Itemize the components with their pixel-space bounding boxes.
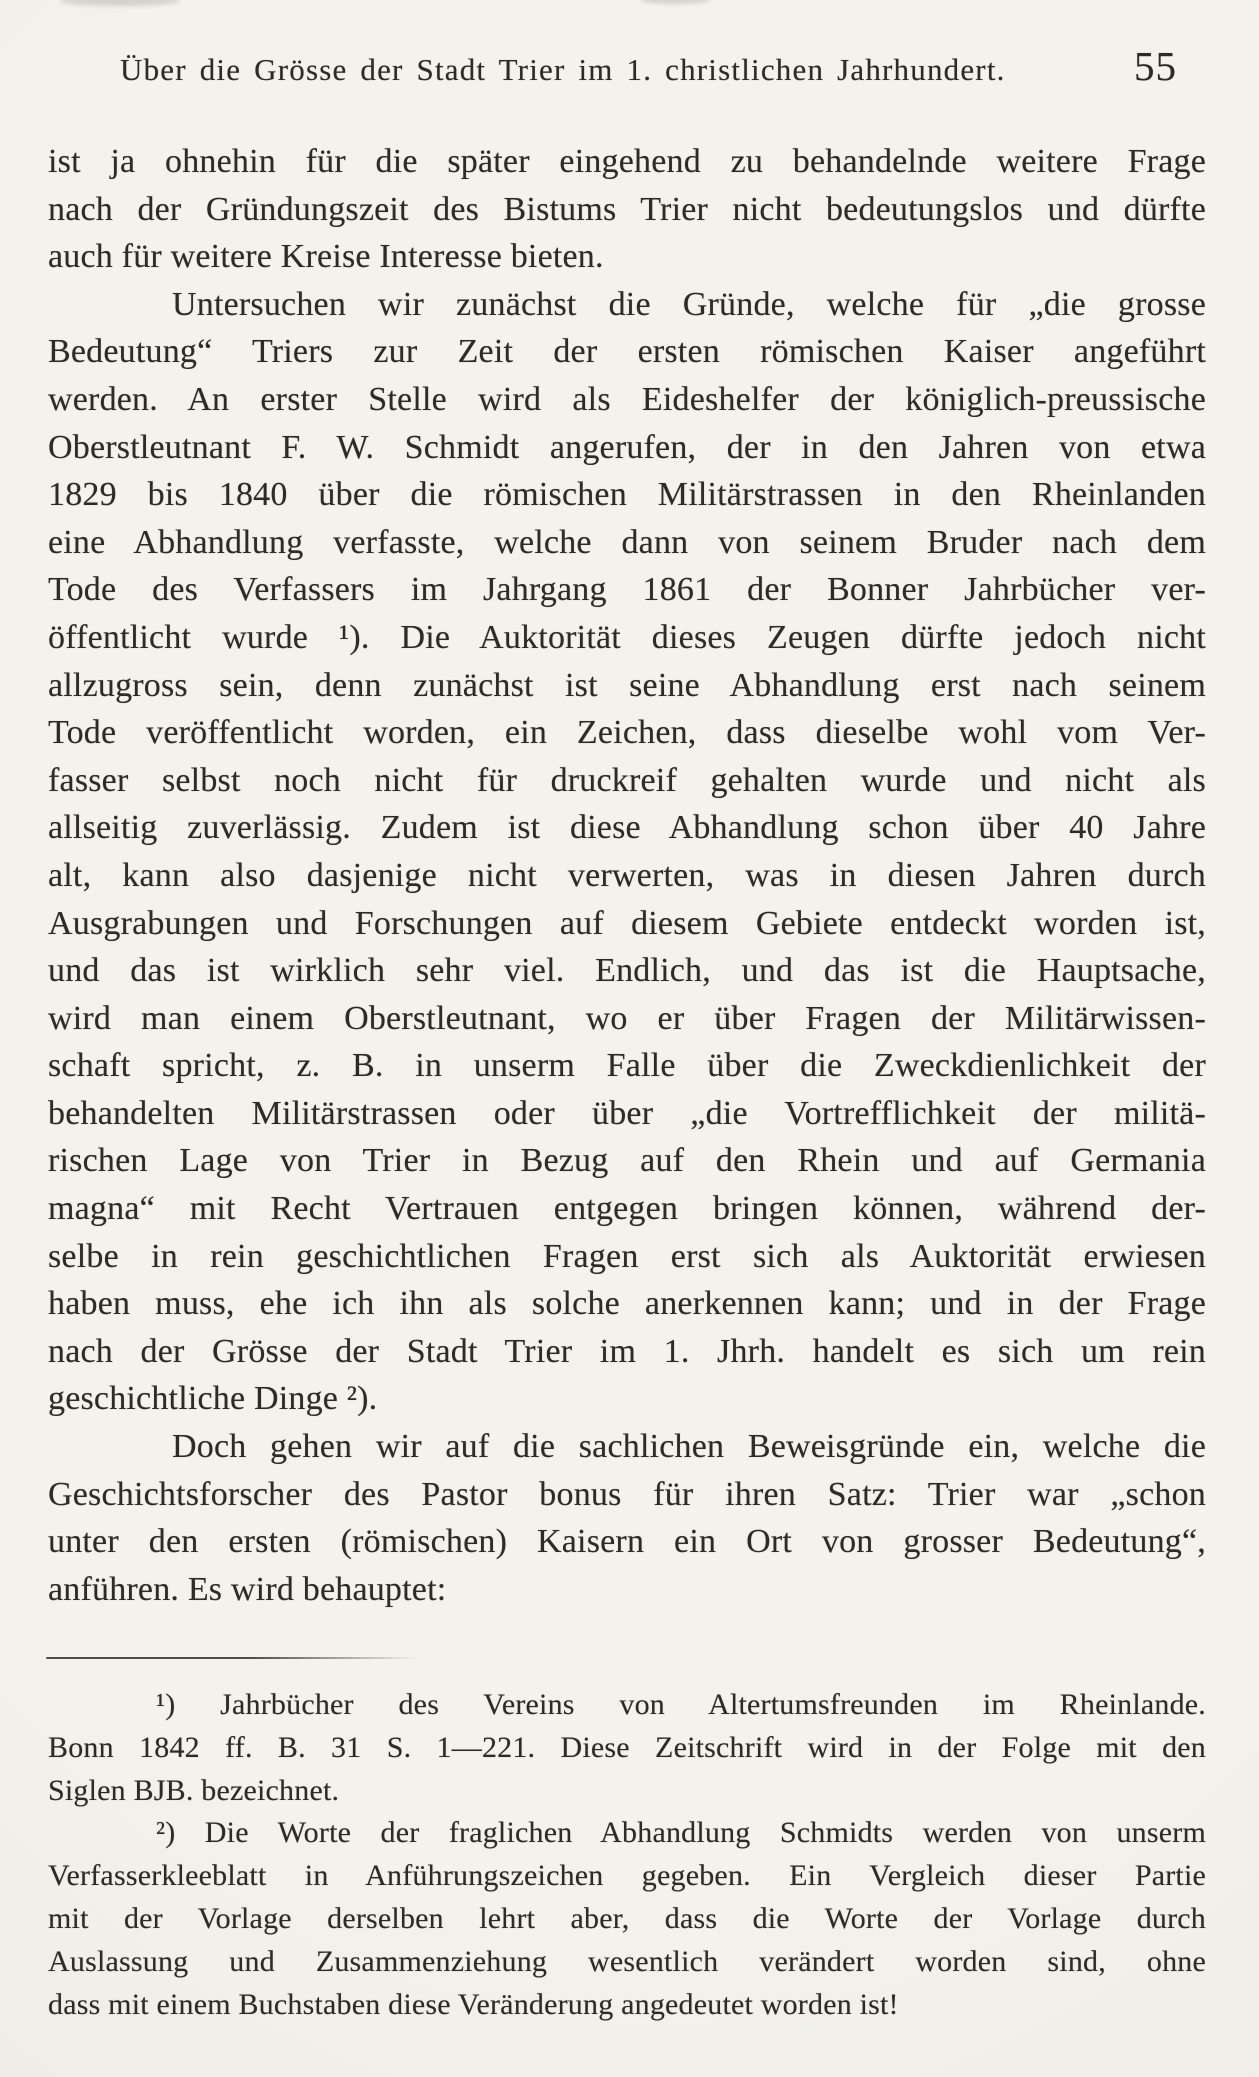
text-line: magna“ mit Recht Vertrauen entgegen bringen können, während der- bbox=[48, 1190, 1206, 1228]
text-line: Tode veröffentlicht worden, ein Zeichen, dass dieselbe wohl vom Ver- bbox=[48, 714, 1206, 752]
running-title: Über die Grösse der Stadt Trier im 1. christlichen Jahrhundert. bbox=[120, 52, 1006, 87]
text-line: Verfasserkleeblatt in Anführungszeichen gegeben. Ein Vergleich dieser Partie bbox=[48, 1859, 1206, 1893]
scan-artifact bbox=[640, 0, 710, 4]
main-text bbox=[48, 138, 1206, 1613]
text-line: geschichtliche Dinge ²). bbox=[48, 1380, 378, 1418]
text-line: werden. An erster Stelle wird als Eideshelfer der königlich-preussische bbox=[48, 380, 1206, 418]
text-line: allseitig zuverlässig. Zudem ist diese Abhandlung schon über 40 Jahre bbox=[48, 809, 1206, 847]
footnote-separator bbox=[46, 1657, 418, 1659]
text-line: Bedeutung“ Triers zur Zeit der ersten römischen Kaiser angeführt bbox=[48, 333, 1206, 371]
text-line: und das ist wirklich sehr viel. Endlich, und das ist die Hauptsache, bbox=[48, 952, 1206, 990]
text-line: Ausgrabungen und Forschungen auf diesem Gebiete entdeckt worden ist, bbox=[48, 904, 1206, 942]
text-line: rischen Lage von Trier in Bezug auf den Rhein und auf Germania bbox=[48, 1142, 1206, 1180]
text-line: Geschichtsforscher des Pastor bonus für ihren Satz: Trier war „schon bbox=[48, 1475, 1206, 1513]
text-line: ¹) Jahrbücher des Vereins von Altertumsfreunden im Rheinlande. bbox=[156, 1688, 1206, 1721]
text-line: Bonn 1842 ff. B. 31 S. 1—221. Diese Zeitschrift wird in der Folge mit den bbox=[48, 1730, 1206, 1764]
text-line: Doch gehen wir auf die sachlichen Beweisgründe ein, welche die bbox=[172, 1428, 1206, 1466]
text-line: 1829 bis 1840 über die römischen Militärstrassen in den Rheinlanden bbox=[48, 476, 1206, 514]
scan-artifact bbox=[60, 0, 180, 6]
text-line: ²) Die Worte der fraglichen Abhandlung Schmidts werden von unserm bbox=[156, 1816, 1206, 1850]
text-line: Untersuchen wir zunächst die Gründe, welche für „die grosse bbox=[172, 285, 1206, 323]
text-line: Siglen BJB. bezeichnet. bbox=[48, 1773, 340, 1807]
footnotes bbox=[48, 1684, 1206, 2026]
text-line: schaft spricht, z. B. in unserm Falle über die Zweckdienlichkeit der bbox=[48, 1047, 1206, 1085]
text-line: behandelten Militärstrassen oder über „die Vortrefflichkeit der militä- bbox=[48, 1094, 1206, 1132]
text-line: wird man einem Oberstleutnant, wo er über Fragen der Militärwissen- bbox=[48, 999, 1206, 1037]
text-line: Tode des Verfassers im Jahrgang 1861 der Bonner Jahrbücher ver- bbox=[48, 571, 1206, 609]
text-line: ist ja ohnehin für die später eingehend zu behandelnde weitere Frage bbox=[48, 143, 1206, 180]
text-line: alt, kann also dasjenige nicht verwerten, was in diesen Jahren durch bbox=[48, 856, 1206, 894]
text-line: fasser selbst noch nicht für druckreif gehalten wurde und nicht als bbox=[48, 761, 1206, 799]
text-line: nach der Grösse der Stadt Trier im 1. Jhrh. handelt es sich um rein bbox=[48, 1332, 1206, 1370]
text-line: selbe in rein geschichtlichen Fragen erst sich als Auktorität erwiesen bbox=[48, 1237, 1206, 1275]
text-line: eine Abhandlung verfasste, welche dann von seinem Bruder nach dem bbox=[48, 523, 1206, 561]
text-line: nach der Gründungszeit des Bistums Trier nicht bedeutungslos und dürfte bbox=[48, 190, 1206, 228]
text-line: dass mit einem Buchstaben diese Veränderung angedeutet worden ist! bbox=[48, 1987, 899, 2021]
page-header bbox=[120, 43, 1177, 90]
page-number: 55 bbox=[1134, 43, 1177, 89]
text-line: allzugross sein, denn zunächst ist seine Abhandlung erst nach seinem bbox=[48, 666, 1206, 704]
text-line: Auslassung und Zusammenziehung wesentlich verändert worden sind, ohne bbox=[48, 1944, 1206, 1978]
text-line: auch für weitere Kreise Interesse bieten. bbox=[48, 238, 604, 276]
text-line: Oberstleutnant F. W. Schmidt angerufen, der in den Jahren von etwa bbox=[48, 428, 1206, 466]
text-line: mit der Vorlage derselben lehrt aber, dass die Worte der Vorlage durch bbox=[48, 1901, 1206, 1935]
text-line: unter den ersten (römischen) Kaisern ein Ort von grosser Bedeutung“, bbox=[48, 1523, 1206, 1561]
text-line: haben muss, ehe ich ihn als solche anerkennen kann; und in der Frage bbox=[48, 1285, 1206, 1323]
text-line: öffentlicht wurde ¹). Die Auktorität dieses Zeugen dürfte jedoch nicht bbox=[48, 618, 1206, 656]
text-line: anführen. Es wird behauptet: bbox=[48, 1570, 447, 1608]
